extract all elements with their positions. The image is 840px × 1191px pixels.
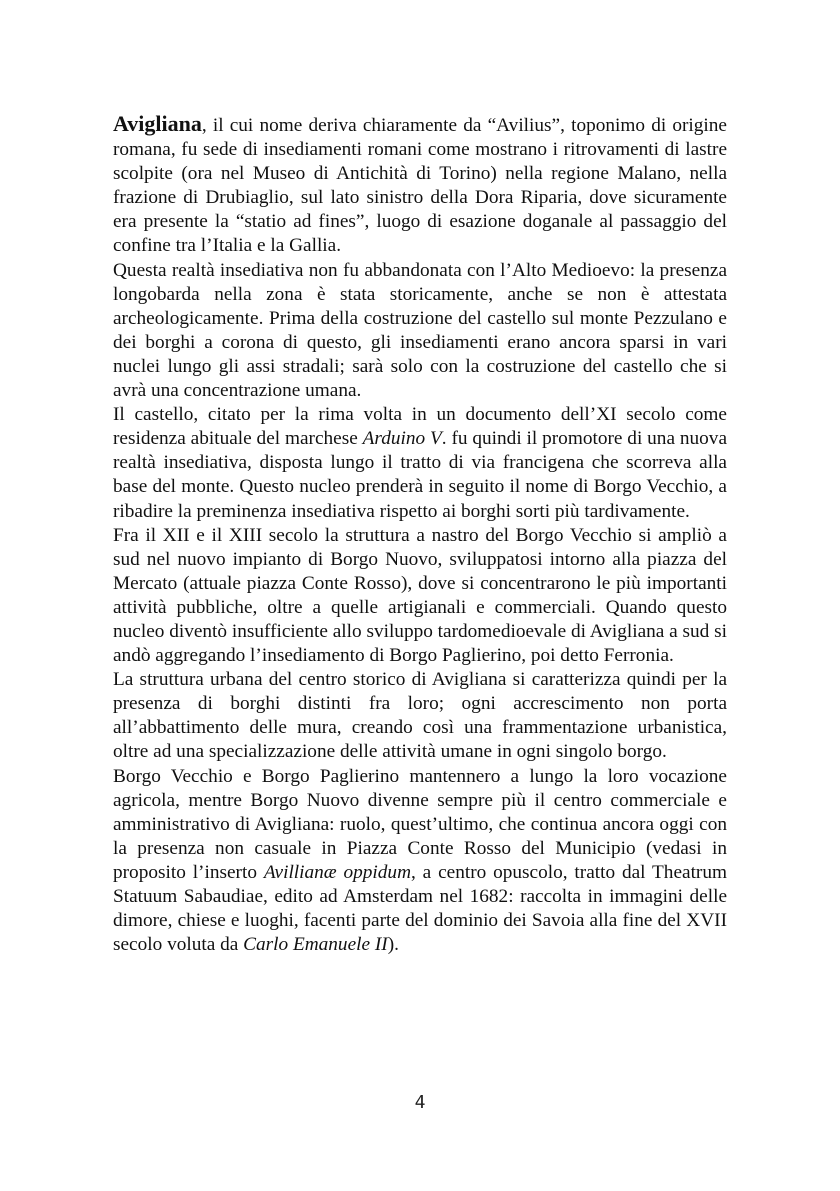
paragraph-2 xyxy=(113,259,727,404)
paragraph-2-text: Questa realtà insediativa non fu abbandonata con l’Alto Medioevo: la presenza longobarda nella zona è stata storicamente, anche se non è attestata archeologicamente. Prima della costruzione del castello sul monte Pezzulano e dei borghi a corona di questo, gli insediamenti erano ancora sparsi in vari nuclei lungo gli assi stradali; sarà solo con la costruzione del castello che si avrà una concentrazione umana. xyxy=(113,259,727,402)
paragraph-4 xyxy=(113,524,727,669)
paragraph-6-text-middle: , a centro opuscolo, tratto dal Theatrum Statuum Sabaudiae, edito ad Amsterdam nel 1682: raccolta in immagini delle dimore, chiese e luoghi, facenti parte del dominio dei Savoia alla fine del XVII secolo voluta da xyxy=(113,861,727,956)
paragraph-5 xyxy=(113,668,727,764)
paragraph-4-text: Fra il XII e il XIII secolo la struttura a nastro del Borgo Vecchio si ampliò a sud nel nuovo impianto di Borgo Nuovo, sviluppatosi intorno alla piazza del Mercato (attuale piazza Conte Rosso), dove si concentrarono le più importanti attività pubbliche, oltre a quelle artigianali e commerciali. Quando questo nucleo diventò insufficiente allo sviluppo tardomedioevale di Avigliana a sud si andò aggregando l’insediamento di Borgo Paglierino, poi detto Ferronia. xyxy=(113,524,728,667)
paragraph-6-italic-2: Carlo Emanuele II xyxy=(243,934,388,956)
page-number: 4 xyxy=(414,1092,426,1113)
paragraph-1 xyxy=(113,112,727,259)
paragraph-3-text-before: Il castello, citato per la rima volta in un documento dell’XI secolo come residenza abituale del marchese xyxy=(113,404,727,450)
paragraph-6 xyxy=(113,765,727,958)
document-body xyxy=(113,112,727,957)
paragraph-6-text-after: ). xyxy=(387,934,399,956)
paragraph-6-italic-1: Avillianæ oppidum xyxy=(263,861,411,883)
paragraph-1-text: , il cui nome deriva chiaramente da “Avilius”, toponimo di origine romana, fu sede di insediamenti romani come mostrano i ritrovamenti di lastre scolpite (ora nel Museo di Antichità di Torino) nella regione Malano, nella frazione di Drubiaglio, sul lato sinistro della Dora Riparia, dove sicuramente era presente la “statio ad fines”, luogo di esazione doganale al passaggio del confine tra l’Italia e la Gallia. xyxy=(113,115,727,257)
paragraph-3 xyxy=(113,403,727,523)
paragraph-6-text-before: Borgo Vecchio e Borgo Paglierino mantennero a lungo la loro vocazione agricola, mentre Borgo Nuovo divenne sempre più il centro commerciale e amministrativo di Avigliana: ruolo, quest’ultimo, che continua ancora oggi con la presenza non casuale in Piazza Conte Rosso del Municipio (vedasi in proposito l’inserto xyxy=(113,765,727,883)
paragraph-3-italic: Arduino V xyxy=(362,428,442,450)
paragraph-3-text-after: . fu quindi il promotore di una nuova realtà insediativa, disposta lungo il tratto di via francigena che scorreva alla base del monte. Questo nucleo prenderà in seguito il nome di Borgo Vecchio, a ribadire la preminenza insediativa rispetto ai borghi sorti più tardivamente. xyxy=(113,428,727,522)
town-name-heading: Avigliana xyxy=(113,111,202,136)
paragraph-5-text: La struttura urbana del centro storico di Avigliana si caratterizza quindi per la presenza di borghi distinti fra loro; ogni accrescimento non porta all’abbattimento delle mura, creando così una frammentazione urbanistica, oltre ad una specializzazione delle attività umane in ogni singolo borgo. xyxy=(113,669,727,763)
